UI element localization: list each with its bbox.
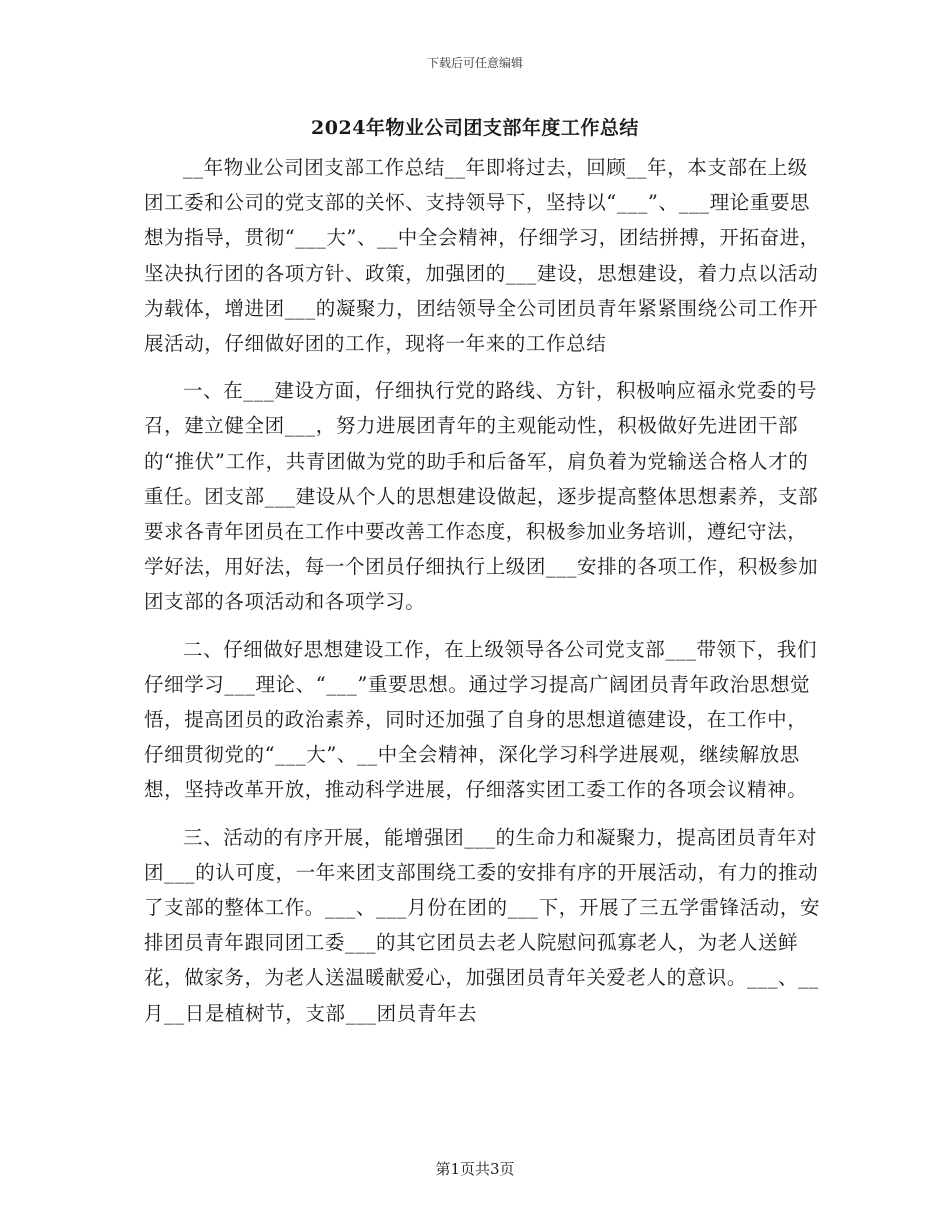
paragraph-intro: __年物业公司团支部工作总结__年即将过去，回顾__年，本支部在上级团工委和公司的党支部的关怀、支持领导下，坚持以“___”、___理论重要思想为指导，贯彻“___大”、__中全会精神，仔细学习，团结拼搏，开拓奋进，坚决执行团的各项方针、政策，加强团的___建设，思想建设，着力点以活动为载体，增进团___的凝聚力，团结领导全公司团员青年紧紧围绕公司工作开展活动，仔细做好团的工作，现将一年来的工作总结 (144, 156, 820, 356)
page-indicator: 第1页共3页 (435, 1160, 515, 1178)
paragraph-section-1: 一、在___建设方面，仔细执行党的路线、方针，积极响应福永党委的号召，建立健全团___，努力进展团青年的主观能动性，积极做好先进团干部的“推伏”工作，共青团做为党的助手和后备军，肩负着为党输送合格人才的重任。团支部___建设从个人的思想建设做起，逐步提高整体思想素养，支部要求各青年团员在工作中要改善工作态度，积极参加业务培训，遵纪守法，学好法，用好法，每一个团员仔细执行上级团___安排的各项工作，积极参加团支部的各项活动和各项学习。 (144, 379, 819, 614)
document-title: 2024年物业公司团支部年度工作总结 (311, 117, 639, 139)
header-note: 下载后可任意编辑 (426, 56, 523, 70)
paragraph-section-2: 二、仔细做好思想建设工作，在上级领导各公司党支部___带领下，我们仔细学习___理论、“___”重要思想。通过学习提高广阔团员青年政治思想觉悟，提高团员的政治素养，同时还加强了自身的思想道德建设，在工作中，仔细贯彻党的“___大”、__中全会精神，深化学习科学进展观，继续解放思想，坚持改革开放，推动科学进展，仔细落实团工委工作的各项会议精神。 (144, 637, 818, 802)
paragraph-spacer (144, 620, 824, 632)
paragraph-section-3: 三、活动的有序开展，能增强团___的生命力和凝聚力，提高团员青年对团___的认可度，一年来团支部围绕工委的安排有序的开展活动，有力的推动了支部的整体工作。___、___月份在团的___下，开展了三五学雷锋活动，安排团员青年跟同团工委___的其它团员去老人院慰问孤寡老人，为老人送鲜花，做家务，为老人送温暖献爱心，加强团员青年关爱老人的意识。___、__月__日是植树节，支部___团员青年去 (144, 825, 821, 1025)
paragraph-spacer (144, 808, 824, 820)
document-body (144, 150, 824, 1031)
paragraph-spacer (144, 361, 824, 373)
